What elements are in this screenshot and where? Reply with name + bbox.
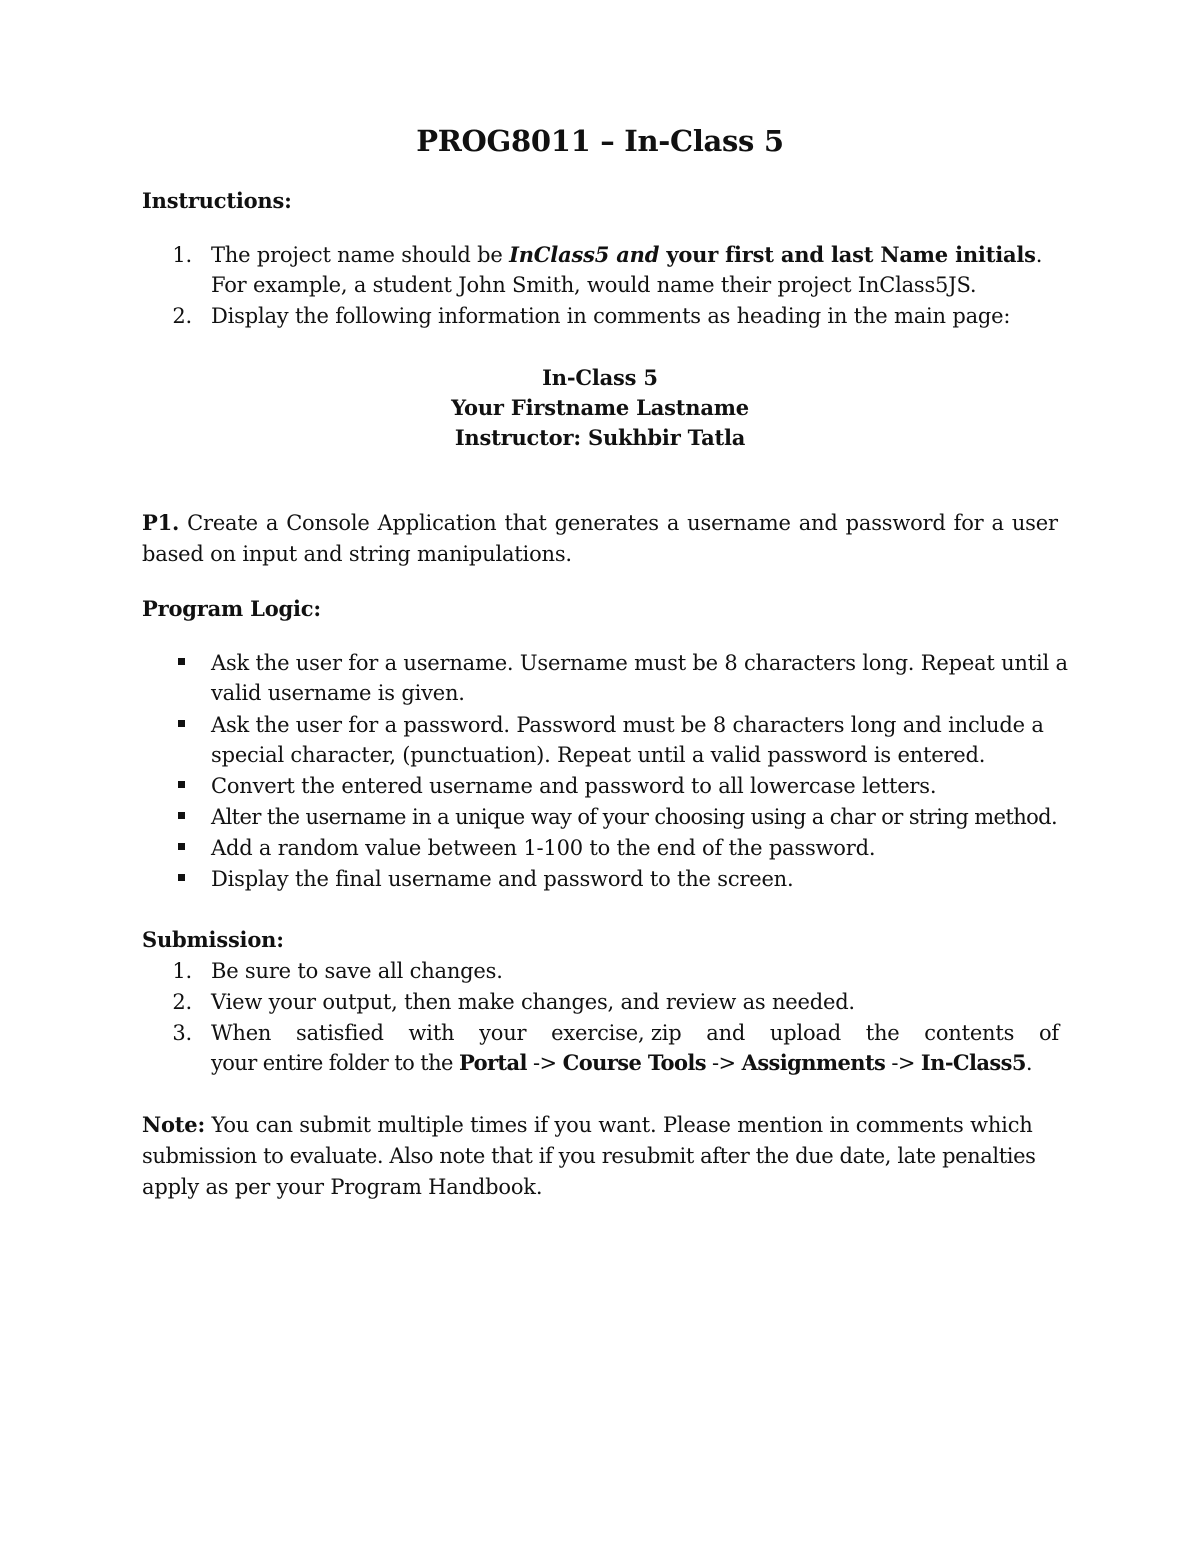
note-line-3: apply as per your Program Handbook.	[142, 1175, 543, 1199]
submission-3-text: your entire folder to the	[211, 1051, 459, 1075]
instruction-1-text-a: The project name should be	[211, 243, 510, 267]
bullet-6-line-1: Display the final username and password to the screen.	[211, 867, 794, 891]
instruction-2-number: 2.	[172, 304, 192, 328]
submission-2-number: 2.	[172, 990, 192, 1014]
p1-label: P1.	[142, 510, 180, 535]
inclass-path-segment: In-Class5	[920, 1050, 1026, 1075]
bullet-1-line-1: Ask the user for a username. Username must be 8 characters long. Repeat until a	[211, 651, 1068, 675]
p1-word: Create	[187, 511, 258, 535]
submission-3-word: your	[479, 1021, 527, 1045]
instruction-1-line-1	[211, 240, 1042, 270]
path-arrow: ->	[705, 1051, 742, 1075]
course-tools-path-segment: Course Tools	[562, 1050, 706, 1075]
instruction-1-initials: your first and last Name initials	[659, 242, 1036, 267]
bullet-marker	[178, 720, 185, 727]
submission-3-word: of	[1038, 1021, 1059, 1045]
heading-block-line-2: Your Firstname Lastname	[451, 395, 749, 420]
path-arrow: ->	[885, 1051, 921, 1075]
bullet-2-line-1: Ask the user for a password. Password must be 8 characters long and include a	[211, 713, 1044, 737]
bullet-marker	[178, 874, 185, 881]
program-logic-heading: Program Logic:	[142, 596, 321, 621]
p1-word: user	[1011, 511, 1058, 535]
instructions-heading: Instructions:	[142, 188, 292, 213]
assignments-path-segment: Assignments	[741, 1050, 886, 1075]
submission-3-word: upload	[769, 1021, 841, 1045]
submission-3-word: satisfied	[296, 1021, 384, 1045]
p1-word: Application	[377, 511, 497, 535]
p1-word: and	[798, 511, 838, 535]
instruction-1-period: .	[1035, 243, 1043, 267]
submission-3-word: the	[865, 1021, 900, 1045]
bullet-5-line-1: Add a random value between 1-100 to the end of the password.	[211, 836, 876, 860]
note-text-1: You can submit multiple times if you want. Please mention in comments which	[205, 1113, 1033, 1137]
p1-word: a	[666, 511, 680, 535]
note-label: Note:	[142, 1112, 206, 1137]
submission-3-line-2	[211, 1048, 1032, 1078]
instruction-1-line-2: For example, a student John Smith, would name their project InClass5JS.	[211, 273, 977, 297]
p1-word: a	[265, 511, 279, 535]
note-line-2: submission to evaluate. Also note that if you resubmit after the due date, late penalties	[142, 1144, 1036, 1168]
submission-3-number: 3.	[172, 1021, 192, 1045]
bullet-3-line-1: Convert the entered username and password to all lowercase letters.	[211, 774, 937, 798]
bullet-marker	[178, 812, 185, 819]
p1-line-1	[142, 508, 1058, 538]
path-arrow: ->	[526, 1051, 563, 1075]
p1-word: Console	[286, 511, 370, 535]
p1-word: generates	[554, 511, 659, 535]
bullet-1-line-2: valid username is given.	[211, 681, 465, 705]
submission-3-word: with	[408, 1021, 455, 1045]
submission-2-text: View your output, then make changes, and review as needed.	[211, 990, 855, 1014]
bullet-marker	[178, 658, 185, 665]
p1-line-2: based on input and string manipulations.	[142, 542, 572, 566]
portal-path-segment: Portal	[458, 1050, 527, 1075]
submission-1-text: Be sure to save all changes.	[211, 959, 503, 983]
submission-3-word: When	[211, 1021, 272, 1045]
p1-word: username	[687, 511, 791, 535]
bullet-4-line-1: Alter the username in a unique way of your choosing using a char or string method.	[211, 805, 1058, 829]
submission-heading: Submission:	[142, 927, 284, 952]
submission-3-word: and	[706, 1021, 746, 1045]
bullet-2-line-2: special character, (punctuation). Repeat until a valid password is entered.	[211, 743, 986, 767]
p1-word: password	[845, 511, 946, 535]
heading-block-line-3: Instructor: Sukhbir Tatla	[454, 425, 746, 450]
submission-3-word: exercise, zip	[551, 1021, 682, 1045]
bullet-marker	[178, 843, 185, 850]
submission-3-line-1	[211, 1018, 1059, 1048]
submission-3-period: .	[1025, 1051, 1032, 1075]
heading-block-line-1: In-Class 5	[542, 365, 658, 390]
p1-word: a	[991, 511, 1004, 535]
p1-word: for	[953, 511, 984, 535]
document-title: PROG8011 – In-Class 5	[416, 124, 784, 158]
submission-1-number: 1.	[172, 959, 192, 983]
note-line-1	[142, 1110, 1033, 1140]
instruction-1-project-name: InClass5 and	[509, 242, 660, 267]
p1-word: that	[504, 511, 547, 535]
bullet-marker	[178, 781, 185, 788]
instruction-1-number: 1.	[172, 243, 192, 267]
submission-3-word: contents	[924, 1021, 1015, 1045]
instruction-2-text: Display the following information in comments as heading in the main page:	[211, 304, 1011, 328]
